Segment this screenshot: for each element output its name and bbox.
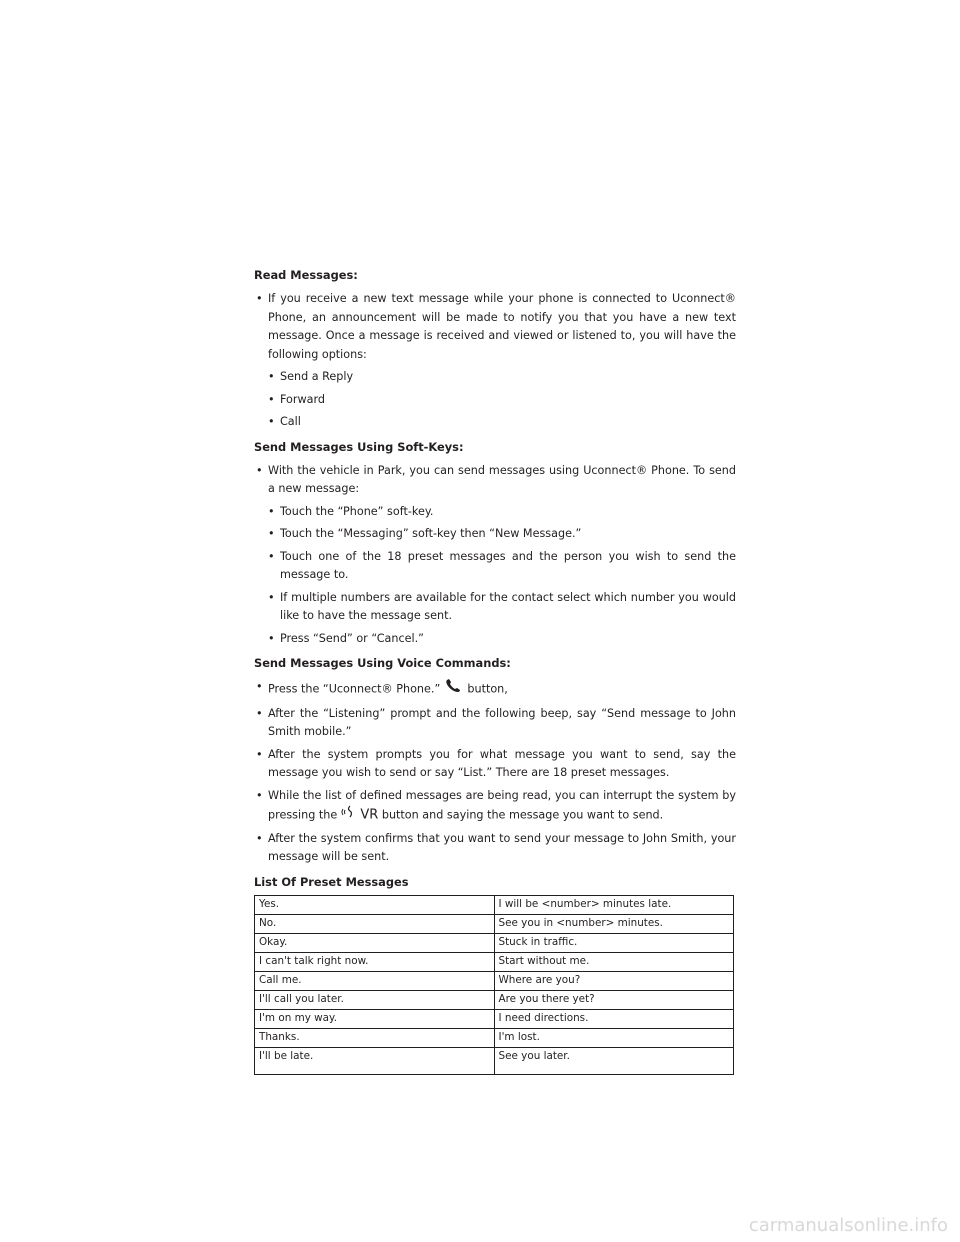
table-row [255, 990, 734, 1009]
table-cell: See you in <number> minutes. [494, 914, 734, 933]
table-cell: See you later. [494, 1047, 734, 1074]
option-send-reply: • Send a Reply [266, 368, 736, 387]
preset-messages-table [254, 895, 734, 1075]
table-row [255, 1047, 734, 1074]
table-cell: I'll be late. [255, 1047, 495, 1074]
voice-bullet-press-phone [254, 678, 736, 701]
table-cell: I can't talk right now. [255, 952, 495, 971]
table-cell: Where are you? [494, 971, 734, 990]
step-select-number: • If multiple numbers are available for the contact select which number you would like to have the message sent. [266, 589, 736, 626]
step-touch-messaging: • Touch the “Messaging” soft-key then “New Message.” [266, 525, 736, 544]
table-row [255, 1028, 734, 1047]
table-cell: I'll call you later. [255, 990, 495, 1009]
table-cell: Call me. [255, 971, 495, 990]
voice-b1-after: button, [467, 682, 508, 696]
manual-page-content [254, 268, 736, 1075]
read-messages-heading: Read Messages: [254, 268, 358, 282]
vr-label: VR [360, 807, 379, 823]
voice-b4-after: button and saying the message you want to send. [381, 808, 664, 822]
table-row [255, 1009, 734, 1028]
phone-icon [444, 678, 464, 701]
voice-bullet-prompt: • After the system prompts you for what message you want to send, say the message you wish to send or say “List.” There are 18 preset messages. [254, 746, 736, 783]
voice-bullet-interrupt [254, 787, 736, 826]
voice-bullet-confirm: • After the system confirms that you want to send your message to John Smith, your message will be sent. [254, 830, 736, 867]
voice-recognition-icon [341, 805, 357, 826]
table-row [255, 952, 734, 971]
table-cell: Yes. [255, 895, 495, 914]
table-cell: Okay. [255, 933, 495, 952]
voice-bullet-listening: • After the “Listening” prompt and the following beep, say “Send message to John Smith mobile.” [254, 705, 736, 742]
table-cell: Stuck in traffic. [494, 933, 734, 952]
step-touch-preset: • Touch one of the 18 preset messages and the person you wish to send the message to. [266, 548, 736, 585]
option-call: • Call [266, 413, 736, 432]
read-messages-intro: • If you receive a new text message while your phone is connected to Uconnect® Phone, an announcement will be made to notify you that you have a new text message. Once a message is received and viewed or listened to, you will have the following options: [254, 290, 736, 364]
step-press-send: • Press “Send” or “Cancel.” [266, 630, 736, 649]
step-touch-phone: • Touch the “Phone” soft-key. [266, 503, 736, 522]
voice-b1-text: Press the “Uconnect® Phone.” [268, 682, 441, 696]
table-cell: I'm on my way. [255, 1009, 495, 1028]
voice-commands-heading: Send Messages Using Voice Commands: [254, 656, 511, 670]
table-cell: I'm lost. [494, 1028, 734, 1047]
watermark: carmanualsonline.info [748, 1215, 948, 1236]
table-row [255, 971, 734, 990]
table-row [255, 933, 734, 952]
table-row [255, 895, 734, 914]
preset-messages-heading: List Of Preset Messages [254, 874, 409, 889]
table-cell: I need directions. [494, 1009, 734, 1028]
table-cell: Are you there yet? [494, 990, 734, 1009]
soft-keys-heading: Send Messages Using Soft-Keys: [254, 439, 464, 454]
table-cell: Thanks. [255, 1028, 495, 1047]
table-cell: I will be <number> minutes late. [494, 895, 734, 914]
soft-keys-intro: • With the vehicle in Park, you can send messages using Uconnect® Phone. To send a new message: [254, 462, 736, 499]
option-forward: • Forward [266, 391, 736, 410]
table-cell: Start without me. [494, 952, 734, 971]
voice-b4-text: While the list of defined messages are being read, you can interrupt the system by pressing the [268, 788, 736, 822]
table-row [255, 914, 734, 933]
table-cell: No. [255, 914, 495, 933]
